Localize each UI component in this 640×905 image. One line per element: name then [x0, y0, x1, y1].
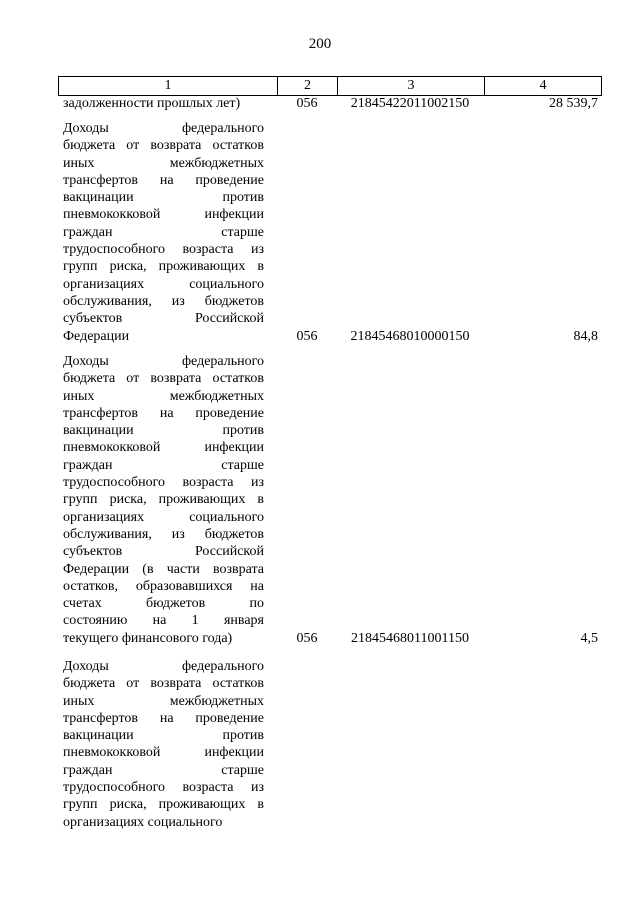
description-line: текущего финансового года) [63, 630, 233, 646]
row-description [63, 353, 264, 647]
description-line: субъектов Российской [63, 544, 264, 560]
description-line: субъектов Российской [63, 311, 264, 327]
description-line: иных межбюджетных [63, 693, 264, 709]
row-description [63, 120, 264, 345]
description-line: бюджета от возврата остатков [63, 371, 264, 387]
description-line: бюджета от возврата остатков [63, 138, 264, 154]
admin-code: 056 [296, 328, 318, 344]
column-header-3: 3 [338, 77, 485, 96]
description-line: трудоспособного возраста из [63, 780, 264, 796]
description-line: остатков, образовавшихся на [63, 578, 264, 594]
description-line: обслуживания, из бюджетов [63, 526, 264, 542]
description-line: задолженности прошлых лет) [63, 96, 241, 111]
description-line: бюджета от возврата остатков [63, 676, 264, 692]
amount: 84,8 [573, 328, 598, 344]
admin-code: 056 [296, 630, 318, 646]
description-line: организациях социального [63, 814, 223, 830]
budget-code: 21845468011001150 [351, 630, 469, 646]
description-line: организациях социального [63, 276, 264, 292]
description-line: вакцинации против [63, 423, 264, 439]
row-description [63, 658, 264, 831]
budget-code: 21845422011002150 [350, 96, 470, 111]
description-line: трудоспособного возраста из [63, 242, 264, 258]
description-line: групп риска, проживающих в [63, 492, 264, 508]
description-line: граждан старше [63, 224, 264, 240]
amount: 4,5 [580, 630, 598, 646]
description-line: организациях социального [63, 509, 264, 525]
description-line: вакцинации против [63, 728, 264, 744]
description-line: обслуживания, из бюджетов [63, 293, 264, 309]
column-header-1: 1 [59, 77, 278, 96]
description-line: трансфертов на проведение [63, 405, 264, 421]
description-line: иных межбюджетных [63, 155, 264, 171]
description-line: вакцинации против [63, 190, 264, 206]
description-line: граждан старше [63, 762, 264, 778]
amount: 28 539,7 [549, 96, 598, 111]
description-line: трудоспособного возраста из [63, 475, 264, 491]
row-description [63, 95, 264, 112]
description-line: Доходы федерального [63, 354, 264, 369]
description-line: пневмококковой инфекции [63, 745, 264, 761]
description-line: граждан старше [63, 457, 264, 473]
column-header-2: 2 [278, 77, 338, 96]
description-line: иных межбюджетных [63, 388, 264, 404]
description-line: Федерации [63, 328, 130, 344]
budget-code: 21845468010000150 [350, 328, 470, 344]
description-line: Доходы федерального [63, 659, 264, 674]
table-header [58, 76, 602, 96]
description-line: состоянию на 1 января [63, 613, 264, 629]
description-line: трансфертов на проведение [63, 710, 264, 726]
column-header-4: 4 [485, 77, 602, 96]
description-line: трансфертов на проведение [63, 172, 264, 188]
description-line: групп риска, проживающих в [63, 797, 264, 813]
description-line: Доходы федерального [63, 121, 264, 136]
description-line: групп риска, проживающих в [63, 259, 264, 275]
description-line: пневмококковой инфекции [63, 440, 264, 456]
description-line: счетах бюджетов по [63, 596, 264, 612]
page-number: 200 [308, 36, 332, 52]
description-line: Федерации (в части возврата [63, 561, 264, 577]
admin-code: 056 [296, 96, 318, 111]
description-line: пневмококковой инфекции [63, 207, 264, 223]
